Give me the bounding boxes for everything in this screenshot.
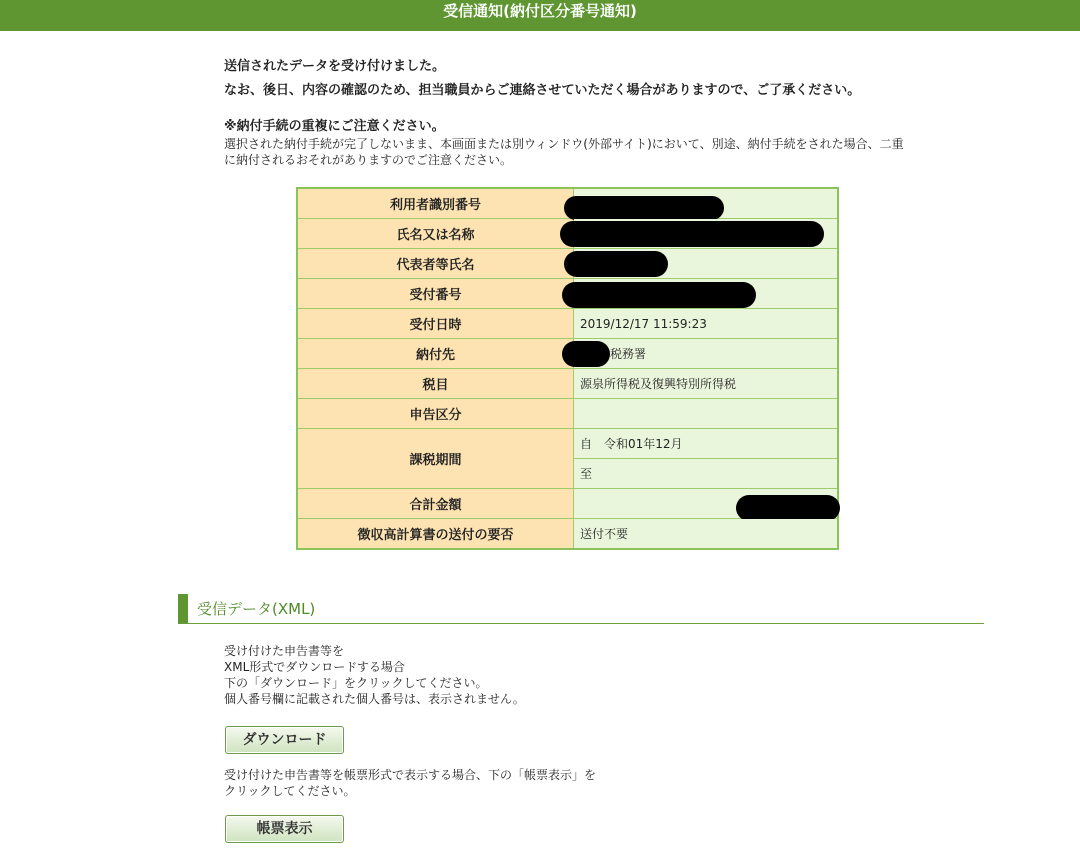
row-receipt-number bbox=[297, 279, 838, 309]
value-name bbox=[574, 219, 839, 249]
download-text-3: 下の「ダウンロード」をクリックしてください。 bbox=[224, 676, 488, 690]
row-payee bbox=[297, 339, 838, 369]
label-name: 氏名又は名称 bbox=[297, 219, 574, 249]
value-collection-statement: 送付不要 bbox=[574, 519, 839, 550]
value-user-id bbox=[574, 188, 839, 219]
label-tax-period: 課税期間 bbox=[297, 429, 574, 489]
xml-section-header bbox=[178, 594, 984, 624]
label-total-amount: 合計金額 bbox=[297, 489, 574, 519]
row-name bbox=[297, 219, 838, 249]
download-text-4: 個人番号欄に記載された個人番号は、表示されません。 bbox=[224, 692, 525, 706]
redaction-mark bbox=[560, 221, 824, 247]
download-button[interactable]: ダウンロード bbox=[225, 726, 344, 754]
row-representative bbox=[297, 249, 838, 279]
row-receipt-datetime bbox=[297, 309, 838, 339]
notice-line-1: 選択された納付手続が完了しないまま、本画面または別ウィンドウ(外部サイト)において、別途、納付手続をされた場合、二重 bbox=[224, 137, 904, 151]
value-representative bbox=[574, 249, 839, 279]
download-instructions bbox=[224, 643, 525, 707]
payee-tax-office: 税務署 bbox=[610, 347, 647, 361]
form-display-instructions bbox=[224, 767, 596, 799]
notice-line-2: に納付されるおそれがありますのでご注意ください。 bbox=[224, 153, 513, 167]
value-filing-category bbox=[574, 399, 839, 429]
label-representative: 代表者等氏名 bbox=[297, 249, 574, 279]
redaction-mark bbox=[736, 495, 840, 521]
xml-section-title: 受信データ(XML) bbox=[197, 600, 316, 618]
notice-heading: ※納付手続の重複にご注意ください。 bbox=[224, 119, 445, 134]
row-tax-period-from bbox=[297, 429, 838, 459]
redaction-mark bbox=[562, 341, 610, 367]
download-text-1: 受け付けた申告書等を bbox=[224, 644, 345, 658]
row-tax-item bbox=[297, 369, 838, 399]
label-tax-item: 税目 bbox=[297, 369, 574, 399]
value-payee bbox=[574, 339, 839, 369]
value-tax-period-to: 至 bbox=[574, 459, 839, 489]
form-display-button[interactable]: 帳票表示 bbox=[225, 815, 344, 843]
intro-line-2: なお、後日、内容の確認のため、担当職員からご連絡させていただく場合がありますので、ご了承ください。 bbox=[224, 83, 861, 98]
download-text-2: XML形式でダウンロードする場合 bbox=[224, 660, 405, 674]
intro-line-1: 送信されたデータを受け付けました。 bbox=[224, 59, 446, 74]
receipt-info-table bbox=[296, 187, 839, 550]
row-filing-category bbox=[297, 399, 838, 429]
redaction-mark bbox=[564, 251, 668, 277]
row-total-amount bbox=[297, 489, 838, 519]
form-text-2: クリックしてください。 bbox=[224, 784, 356, 798]
duplicate-payment-notice bbox=[224, 117, 984, 168]
row-collection-statement bbox=[297, 519, 838, 550]
label-user-id: 利用者識別番号 bbox=[297, 188, 574, 219]
intro-message bbox=[224, 55, 860, 103]
label-filing-category: 申告区分 bbox=[297, 399, 574, 429]
form-text-1: 受け付けた申告書等を帳票形式で表示する場合、下の「帳票表示」を bbox=[224, 768, 597, 782]
label-receipt-datetime: 受付日時 bbox=[297, 309, 574, 339]
label-payee: 納付先 bbox=[297, 339, 574, 369]
value-tax-item: 源泉所得税及復興特別所得税 bbox=[574, 369, 839, 399]
value-receipt-number bbox=[574, 279, 839, 309]
row-user-id bbox=[297, 188, 838, 219]
value-total-amount bbox=[574, 489, 839, 519]
redaction-mark bbox=[564, 196, 724, 220]
redaction-mark bbox=[562, 282, 756, 308]
value-tax-period-from: 自 令和01年12月 bbox=[574, 429, 839, 459]
page-title-bar bbox=[0, 0, 1080, 31]
label-receipt-number: 受付番号 bbox=[297, 279, 574, 309]
value-receipt-datetime: 2019/12/17 11:59:23 bbox=[574, 309, 839, 339]
page-title: 受信通知(納付区分番号通知) bbox=[443, 2, 637, 20]
label-collection-statement: 徴収高計算書の送付の要否 bbox=[297, 519, 574, 550]
